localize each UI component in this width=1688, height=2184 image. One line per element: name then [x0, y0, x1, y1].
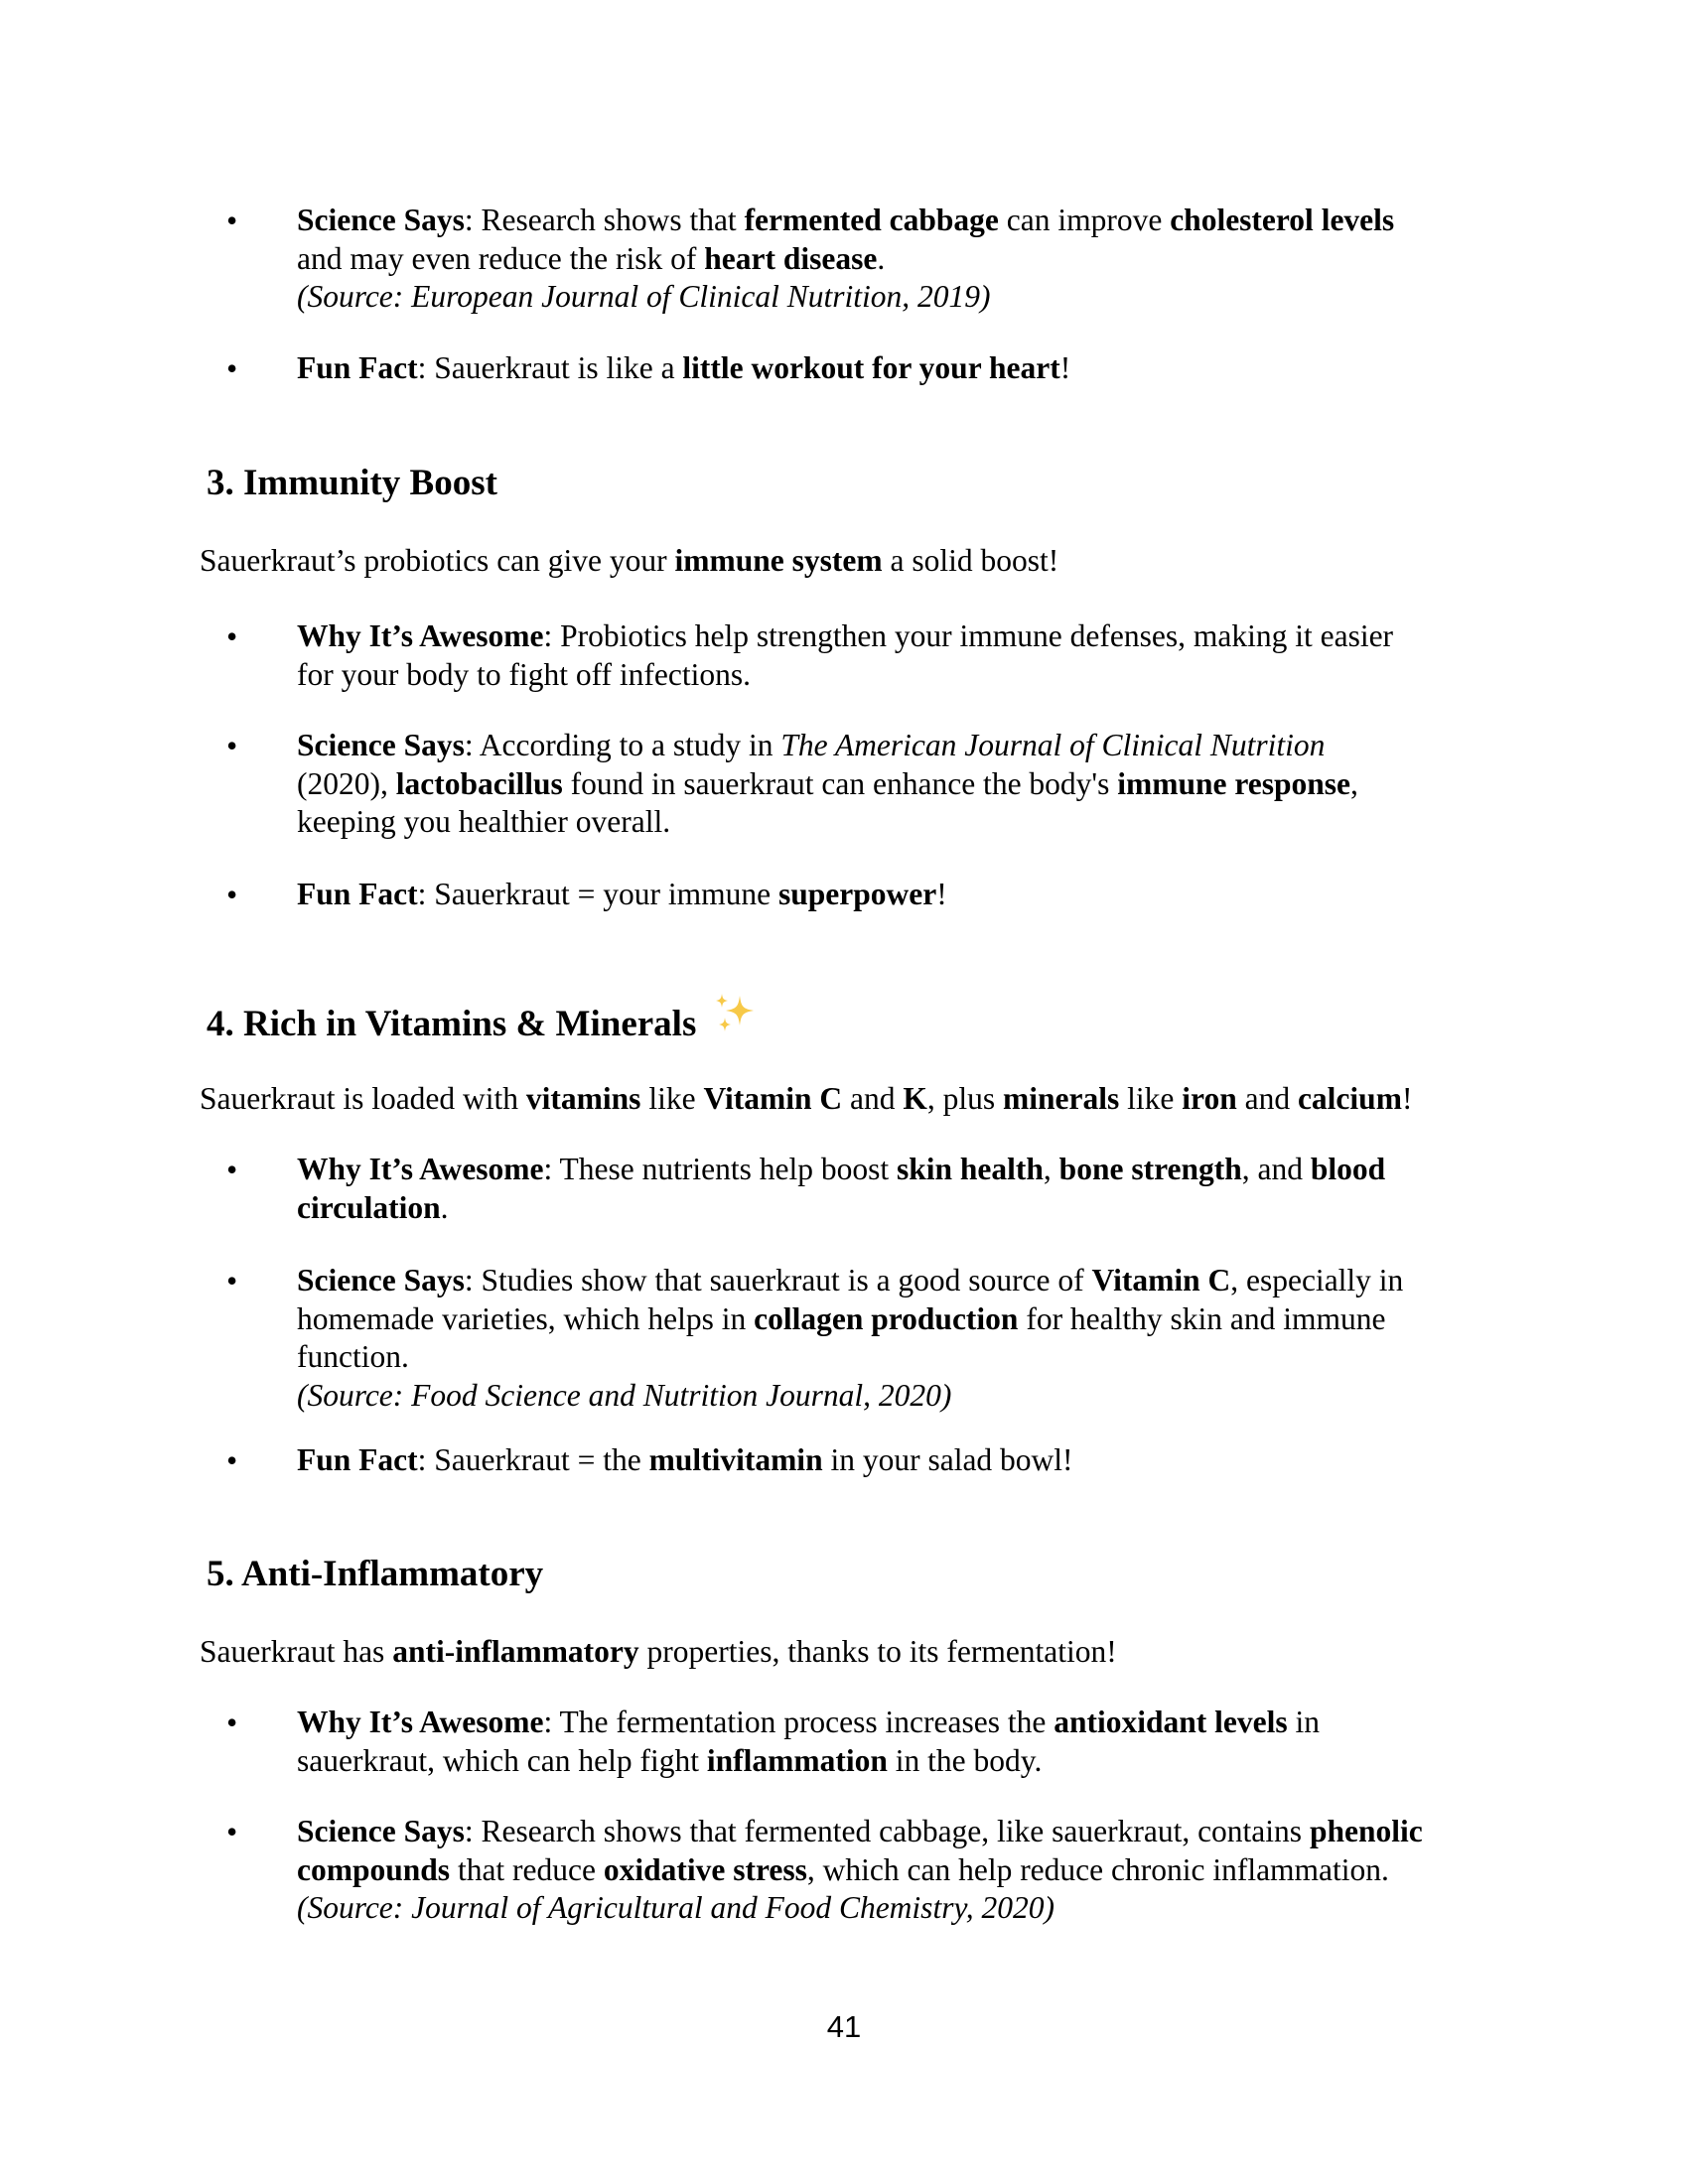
text-run: . — [440, 1189, 449, 1225]
text-line — [297, 1704, 1498, 1742]
text-run: : Research shows that — [464, 203, 745, 237]
text-line — [297, 803, 1498, 842]
text-line — [297, 727, 1498, 765]
bold-text: phenolic — [1309, 1814, 1423, 1848]
text-run: : Sauerkraut = the — [417, 1442, 649, 1477]
text-run: , and — [1241, 1152, 1311, 1186]
text-run: homemade varieties, which helps in — [297, 1300, 755, 1336]
bullet-dot: • — [226, 203, 238, 238]
text-line — [297, 240, 1498, 279]
italic-text: (Source: Journal of Agricultural and Food Chemistry, 2020) — [297, 1890, 1055, 1925]
text-run: , plus — [926, 1081, 1004, 1116]
text-line — [297, 1441, 1498, 1480]
text-line — [297, 1262, 1498, 1300]
text-line — [297, 1851, 1498, 1890]
section-heading-anti-inflammatory: 5. Anti-Inflammatory — [207, 1554, 544, 1594]
bold-text: fermented cabbage — [744, 203, 999, 237]
text-run: ! — [1401, 1081, 1413, 1116]
text-line — [297, 1377, 1498, 1416]
bold-text: minerals — [1003, 1081, 1120, 1116]
text-line — [297, 656, 1498, 695]
text-run: : Studies show that sauerkraut is a good source of — [464, 1263, 1092, 1297]
text-line — [297, 1300, 1498, 1339]
bold-text: Vitamin C — [703, 1081, 843, 1116]
bullet-text — [297, 1441, 1498, 1480]
text-run: keeping you healthier overall. — [297, 804, 671, 839]
bold-text: Why It’s Awesome — [297, 618, 544, 653]
bold-text: heart disease — [704, 240, 878, 276]
bullet-text — [297, 1262, 1498, 1415]
section-intro-immunity — [200, 542, 1058, 581]
bold-text: Science Says — [297, 728, 465, 762]
bold-text: immune response — [1117, 765, 1351, 801]
bold-text: calcium — [1297, 1081, 1402, 1116]
bold-text: anti-inflammatory — [392, 1634, 639, 1669]
text-run: like — [640, 1081, 704, 1116]
bullet-dot: • — [226, 1705, 238, 1740]
text-run: Sauerkraut’s probiotics can give your — [200, 543, 675, 578]
bold-text: Fun Fact — [297, 877, 418, 911]
bold-text: circulation — [297, 1189, 441, 1225]
bullet-text — [297, 876, 1498, 914]
section-intro-anti-inflammatory — [200, 1633, 1117, 1672]
bold-text: collagen production — [754, 1300, 1019, 1336]
text-run: in the body. — [887, 1742, 1043, 1778]
bold-text: superpower — [777, 877, 937, 911]
bullet-text — [297, 202, 1498, 317]
bullet-dot: • — [226, 1152, 238, 1187]
italic-text: (Source: European Journal of Clinical Nutrition, 2019) — [297, 279, 991, 314]
text-run: ! — [936, 877, 947, 911]
text-run: . — [877, 240, 886, 276]
bold-text: Why It’s Awesome — [297, 1705, 544, 1739]
section-heading-vitamins — [207, 990, 758, 1048]
text-run: like — [1119, 1081, 1183, 1116]
text-line — [297, 1813, 1498, 1851]
text-line — [297, 1189, 1498, 1228]
text-run: : These nutrients help boost — [543, 1152, 897, 1186]
text-line — [297, 202, 1498, 240]
page-number: 41 — [826, 2009, 862, 2044]
text-line — [297, 765, 1498, 804]
bold-text: Science Says — [297, 1814, 465, 1848]
text-line — [297, 876, 1498, 914]
text-run: (2020), — [297, 765, 396, 801]
text-run: : Sauerkraut = your immune — [417, 877, 778, 911]
text-line — [297, 1151, 1498, 1189]
bullet-dot: • — [226, 877, 238, 912]
bold-text: vitamins — [525, 1081, 641, 1116]
text-run: found in sauerkraut can enhance the body's — [562, 765, 1118, 801]
bold-text: antioxidant levels — [1054, 1705, 1288, 1739]
text-run: function. — [297, 1339, 409, 1374]
bullet-dot: • — [226, 618, 238, 654]
text-run: ! — [1059, 350, 1071, 385]
bullet-text — [297, 617, 1498, 694]
text-run: : Research shows that fermented cabbage, like sauerkraut, contains — [464, 1814, 1310, 1848]
bullet-dot: • — [226, 728, 238, 763]
text-run: sauerkraut, which can help fight — [297, 1742, 707, 1778]
text-run: a solid boost! — [882, 543, 1059, 578]
bold-text: compounds — [297, 1851, 451, 1887]
sparkles-icon — [710, 990, 758, 1048]
bold-text: K — [903, 1081, 927, 1116]
text-line — [297, 349, 1498, 388]
italic-text: (Source: Food Science and Nutrition Journal, 2020) — [297, 1377, 952, 1413]
text-line — [297, 1742, 1498, 1781]
bold-text: bone strength — [1058, 1152, 1242, 1186]
text-run: for healthy skin and immune — [1018, 1300, 1386, 1336]
bullet-text — [297, 349, 1498, 388]
heading-text: 4. Rich in Vitamins & Minerals — [207, 1004, 697, 1044]
bold-text: immune system — [674, 543, 883, 578]
bullet-dot: • — [226, 1263, 238, 1298]
text-line — [297, 278, 1498, 317]
bold-text: Fun Fact — [297, 350, 418, 385]
text-line — [297, 1338, 1498, 1377]
bold-text: skin health — [896, 1152, 1044, 1186]
text-run: for your body to fight off infections. — [297, 656, 751, 692]
bullet-text — [297, 1813, 1498, 1928]
text-line — [297, 617, 1498, 656]
text-run: , which can help reduce chronic inflammation. — [806, 1851, 1389, 1887]
bold-text: oxidative stress — [603, 1851, 807, 1887]
text-run: : The fermentation process increases the — [543, 1705, 1055, 1739]
text-run: in — [1287, 1705, 1320, 1739]
bold-text: Why It’s Awesome — [297, 1152, 544, 1186]
bullet-text — [297, 1704, 1498, 1780]
text-run: and may even reduce the risk of — [297, 240, 705, 276]
text-run: : Sauerkraut is like a — [417, 350, 683, 385]
text-run: can improve — [998, 203, 1171, 237]
bold-text: little workout for your heart — [682, 350, 1060, 385]
bullet-text — [297, 1151, 1498, 1227]
text-run: and — [1236, 1081, 1298, 1116]
bullet-dot: • — [226, 350, 238, 386]
bullet-text — [297, 727, 1498, 842]
bold-text: inflammation — [706, 1742, 888, 1778]
text-run: , — [1350, 765, 1358, 801]
text-run: Sauerkraut has — [200, 1634, 393, 1669]
text-run: , especially in — [1230, 1263, 1404, 1297]
text-run: , — [1043, 1152, 1059, 1186]
bullet-dot: • — [226, 1814, 238, 1849]
bold-text: lactobacillus — [395, 765, 563, 801]
text-run: : According to a study in — [464, 728, 781, 762]
bold-text: Vitamin C — [1091, 1263, 1231, 1297]
bold-text: Science Says — [297, 1263, 465, 1297]
bold-text: iron — [1182, 1081, 1237, 1116]
bullet-dot: • — [226, 1442, 238, 1478]
bold-text: Fun Fact — [297, 1442, 418, 1477]
bold-text: Science Says — [297, 203, 465, 237]
text-run: that reduce — [450, 1851, 604, 1887]
bold-text: blood — [1310, 1152, 1386, 1186]
bold-text: cholesterol levels — [1170, 203, 1395, 237]
section-heading-immunity: 3. Immunity Boost — [207, 463, 497, 503]
bold-text: multivitamin — [648, 1442, 823, 1477]
text-line — [297, 1889, 1498, 1928]
text-run: Sauerkraut is loaded with — [200, 1081, 526, 1116]
text-run: in your salad bowl! — [822, 1442, 1073, 1477]
text-run: : Probiotics help strengthen your immune defenses, making it easier — [543, 618, 1394, 653]
text-run: properties, thanks to its fermentation! — [638, 1634, 1117, 1669]
text-run: and — [842, 1081, 904, 1116]
italic-text: The American Journal of Clinical Nutrition — [780, 728, 1326, 762]
section-intro-vitamins — [200, 1080, 1412, 1119]
